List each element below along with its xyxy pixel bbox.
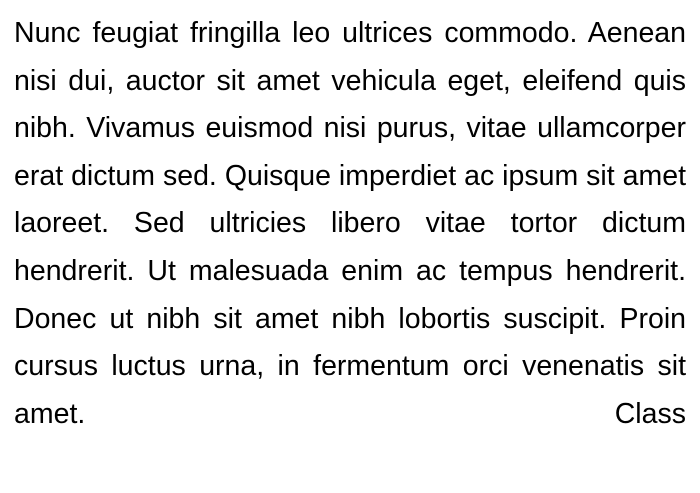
body-paragraph: Nunc feugiat fringilla leo ultrices commodo. Aenean nisi dui, auctor sit amet vehicula eget, eleifend quis nibh. Vivamus euismod nisi purus, vitae ullamcorper erat dictum sed. Quisque imperdiet ac ipsum sit amet laoreet. Sed ultricies libero vitae tortor dictum hendrerit. Ut malesuada enim ac tempus hendrerit. Donec ut nibh sit amet nibh lobortis suscipit. Proin cursus luctus urna, in fermentum orci venenatis sit amet. Class (14, 17, 686, 430)
